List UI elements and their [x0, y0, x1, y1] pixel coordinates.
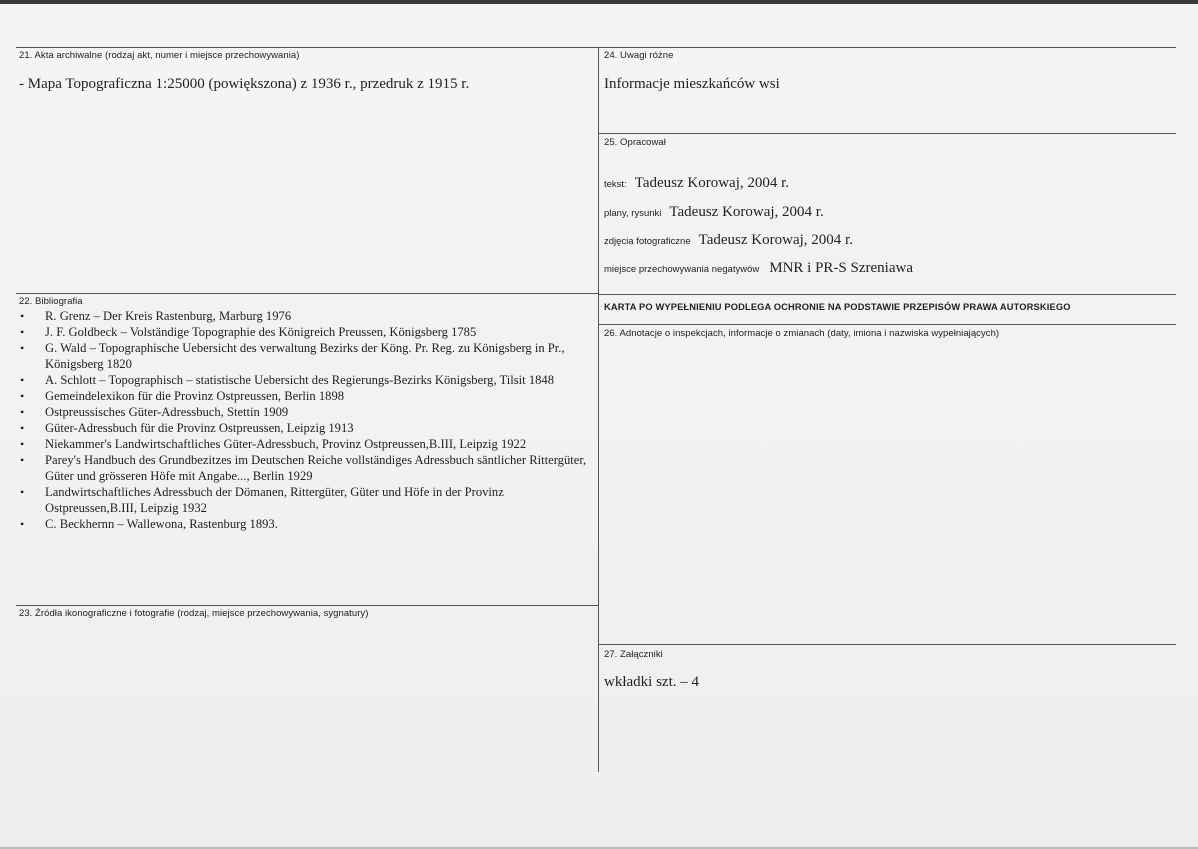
plans-author-row	[604, 203, 824, 221]
plans-author-label: plany, rysunki	[604, 208, 662, 219]
negatives-storage-value: MNR i PR-S Szreniawa	[769, 260, 913, 276]
list-item: • G. Wald – Topographische Uebersicht des verwaltung Bezirks der Köng. Pr. Reg. zu Königsberg in Pr., Königsberg 1820	[18, 340, 598, 372]
copyright-notice: KARTA PO WYPEŁNIENIU PODLEGA OCHRONIE NA PODSTAWIE PRZEPISÓW PRAWA AUTORSKIEGO	[604, 302, 1071, 312]
section-21-value: - Mapa Topograficzna 1:25000 (powiększona) z 1936 r., przedruk z 1915 r.	[19, 76, 470, 92]
text-author-value: Tadeusz Korowaj, 2004 r.	[634, 175, 790, 191]
rule-notice-26	[598, 324, 1176, 325]
rule-26-27	[598, 644, 1176, 645]
list-item: • R. Grenz – Der Kreis Rastenburg, Marburg 1976	[18, 308, 598, 324]
photos-author-row	[604, 231, 853, 249]
section-21-label: 21. Akta archiwalne (rodzaj akt, numer i miejsce przechowywania)	[19, 50, 300, 61]
list-item: • J. F. Goldbeck – Volständige Topographie des Königreich Preussen, Königsberg 1785	[18, 324, 598, 340]
list-item: • Gemeindelexikon für die Provinz Ostpreussen, Berlin 1898	[18, 388, 598, 404]
rule-21-22	[16, 293, 598, 294]
text-author-label: tekst:	[604, 179, 627, 190]
photos-author-value: Tadeusz Korowaj, 2004 r.	[698, 232, 853, 248]
section-27-value: wkładki szt. – 4	[604, 674, 699, 690]
rule-24-25	[598, 133, 1176, 134]
list-item: • Parey's Handbuch des Grundbezitzes im Deutschen Reiche vollständiges Adressbuch säntlicher Rittergüter, Güter und grösseren Höfe mit Angabe..., Berlin 1929	[18, 452, 598, 484]
photos-author-label: zdjęcia fotograficzne	[604, 236, 691, 247]
negatives-storage-label: miejsce przechowywania negatywów	[604, 264, 760, 275]
list-item: • Güter-Adressbuch für die Provinz Ostpreussen, Leipzig 1913	[18, 420, 598, 436]
section-25-label: 25. Opracował	[604, 137, 666, 148]
list-item: • A. Schlott – Topographisch – statistische Uebersicht des Regierungs-Bezirks Königsberg, Tilsit 1848	[18, 372, 598, 388]
column-divider	[598, 47, 599, 772]
bibliography-list	[18, 308, 598, 532]
plans-author-value: Tadeusz Korowaj, 2004 r.	[669, 204, 824, 220]
rule-25-notice	[598, 294, 1176, 295]
list-item: • Landwirtschaftliches Adressbuch der Dömanen, Rittergüter, Güter und Höfe in der Provinz Ostpreussen,B.III, Leipzig 1932	[18, 484, 598, 516]
list-item: • Ostpreussisches Güter-Adressbuch, Stettin 1909	[18, 404, 598, 420]
section-27-label: 27. Załączniki	[604, 649, 663, 660]
list-item: • Niekammer's Landwirtschaftliches Güter-Adressbuch, Provinz Ostpreussen,B.III, Leipzig 1922	[18, 436, 598, 452]
section-23-label: 23. Źródła ikonograficzne i fotografie (rodzaj, miejsce przechowywania, sygnatury)	[19, 608, 369, 619]
section-24-value: Informacje mieszkańców wsi	[604, 76, 780, 92]
negatives-storage-row	[604, 259, 913, 277]
section-22-label: 22. Bibliografia	[19, 296, 83, 307]
section-26-label: 26. Adnotacje o inspekcjach, informacje o zmianach (daty, imiona i nazwiska wypełniających)	[604, 328, 1000, 339]
list-item: • C. Beckhernn – Wallewona, Rastenburg 1893.	[18, 516, 598, 532]
rule-22-23	[16, 605, 598, 606]
text-author-row	[604, 174, 789, 192]
top-rule	[16, 47, 1176, 48]
section-24-label: 24. Uwagi różne	[604, 50, 674, 61]
